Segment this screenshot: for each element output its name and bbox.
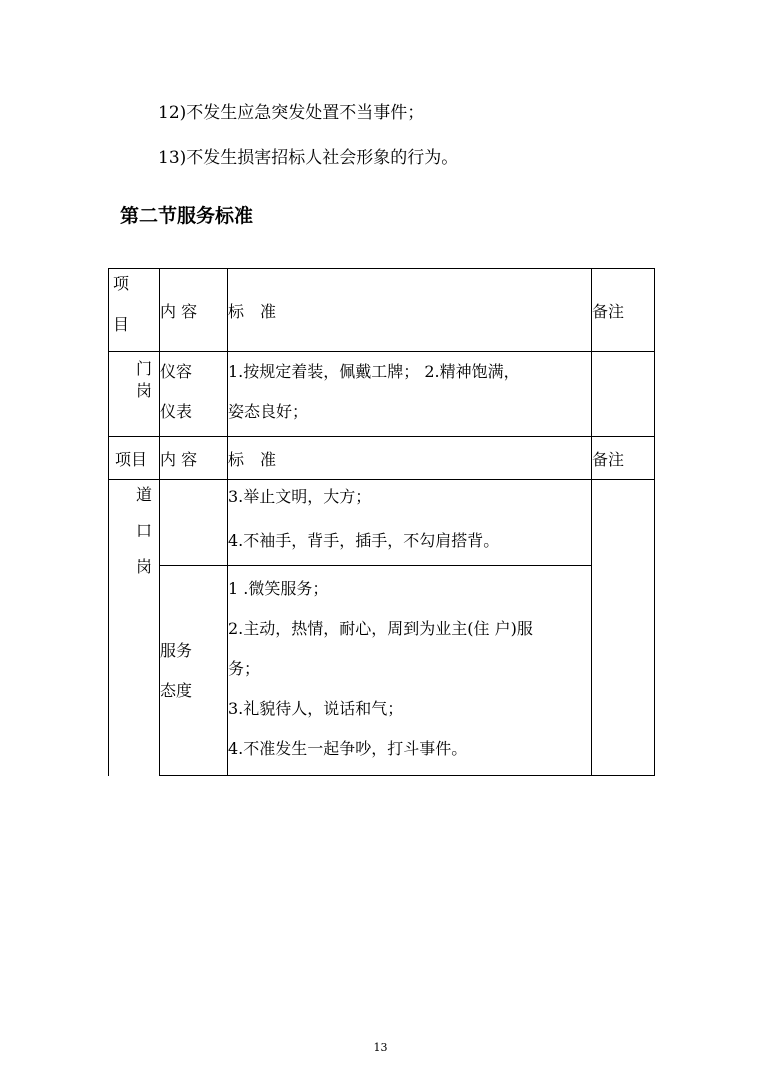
header-standard: 标 准 [228, 269, 592, 352]
attitude-standard-line: 2.主动，热情，耐心，周到为业主(住 户)服 [228, 619, 533, 638]
attitude-standard-line: 3.礼貌待人，说话和气； [228, 699, 404, 718]
gate-content-line2: 仪表 [160, 402, 193, 421]
appearance-standard-line: 4.不袖手，背手，插手，不勾肩搭背。 [228, 531, 500, 550]
road-remark-cell [592, 480, 655, 776]
service-standard-table-part2 [108, 479, 655, 776]
gate-content-line1: 仪容 [160, 362, 193, 381]
header-remark: 备注 [592, 269, 655, 352]
gate-post-line1: 门 [135, 359, 152, 378]
list-item-13: 13)不发生损害招标人社会形象的行为。 [158, 148, 459, 168]
service-standard-table-part1 [108, 268, 655, 437]
page-number: 13 [373, 1041, 388, 1054]
attitude-standard-line: 4.不准发生一起争吵，打斗事件。 [228, 739, 468, 758]
table-row [109, 352, 655, 437]
list-item-12: 12)不发生应急突发处置不当事件； [158, 103, 425, 123]
header-item-full: 项目 [109, 437, 160, 480]
header-content: 内 容 [160, 269, 228, 352]
road-post-char: 岗 [135, 557, 152, 576]
road-appearance-standard-cell [228, 480, 592, 566]
table-header-row [109, 437, 655, 480]
gate-standard-line1: 1.按规定着装，佩戴工牌； 2.精神饱满， [228, 362, 520, 381]
attitude-standard-line: 1 .微笑服务； [228, 579, 329, 598]
gate-standard-line2: 姿态良好； [228, 402, 309, 421]
service-standard-table-part2-header [108, 436, 655, 480]
gate-post-line2: 岗 [135, 381, 152, 400]
appearance-standard-line: 3.举止文明，大方； [228, 487, 372, 506]
header-content: 内 容 [160, 437, 228, 480]
attitude-label-line1: 服务 [160, 640, 193, 660]
gate-standard-cell [228, 352, 592, 437]
road-appearance-content-cell [160, 480, 228, 566]
table-row [109, 480, 655, 566]
header-item-bottom: 目 [113, 315, 130, 334]
header-item-cell [109, 269, 160, 352]
gate-remark-cell [592, 352, 655, 437]
attitude-label-cell [160, 566, 228, 776]
attitude-standard-line: 务； [228, 659, 261, 678]
road-post-char: 口 [135, 521, 152, 540]
table-header-row [109, 269, 655, 352]
gate-content-cell [160, 352, 228, 437]
header-remark: 备注 [592, 437, 655, 480]
road-post-cell [109, 480, 160, 776]
attitude-standard-cell [228, 566, 592, 776]
road-post-char: 道 [135, 485, 152, 504]
attitude-label-line2: 态度 [160, 680, 193, 700]
header-standard: 标 准 [228, 437, 592, 480]
header-item-top: 项 [113, 274, 130, 293]
table-row [109, 566, 655, 776]
section-title: 第二节服务标准 [120, 205, 254, 227]
gate-post-cell [109, 352, 160, 437]
